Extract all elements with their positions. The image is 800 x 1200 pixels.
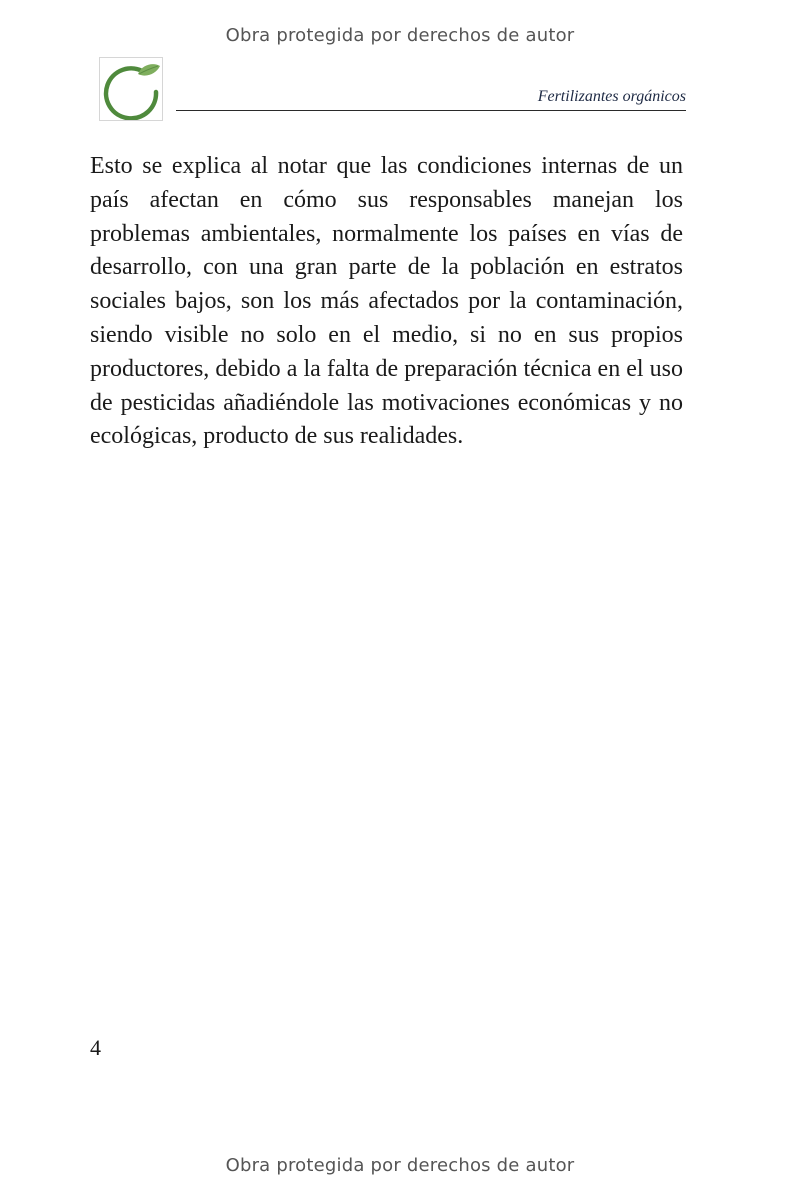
logo — [99, 57, 163, 121]
copyright-watermark-bottom: Obra protegida por derechos de autor — [225, 1155, 575, 1176]
body-paragraph: Esto se explica al notar que las condiciones internas de un país afectan en cómo sus responsables manejan los problemas ambientales, normalmente los países en vías de desarrollo, con una gran parte de la población en estratos sociales bajos, son los más afectados por la contaminación, siendo visible no solo en el medio, si no en sus propios productores, debido a la falta de preparación técnica en el uso de pesticidas añadiéndole las motivaciones económicas y no ecológicas, producto de sus realidades. — [90, 153, 683, 450]
header-rule — [176, 110, 686, 111]
page-number: 4 — [90, 1035, 101, 1060]
leaf-circle-logo-icon — [100, 58, 162, 120]
copyright-watermark-top: Obra protegida por derechos de autor — [225, 25, 575, 46]
running-header-title: Fertilizantes orgánicos — [537, 88, 686, 105]
